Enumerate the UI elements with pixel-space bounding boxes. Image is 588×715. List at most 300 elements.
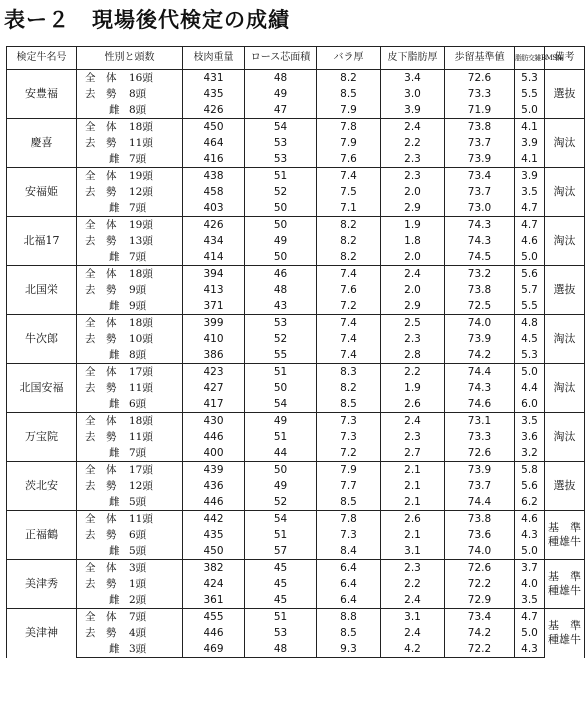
table-row [7,609,585,626]
carcass-weight-cell: 414 [183,249,245,266]
yield-estimate-cell: 72.6 [445,445,515,462]
carcass-weight-cell: 431 [183,70,245,87]
rib-thickness-cell: 7.8 [317,511,381,528]
sex-count-cell [77,135,183,151]
head-count: 5頭 [129,496,147,508]
sex-label: 雌 [109,104,120,116]
rib-eye-area-cell: 50 [245,249,317,266]
head-count: 17頭 [129,366,153,378]
rib-thickness-cell: 8.5 [317,396,381,413]
carcass-weight-cell: 361 [183,592,245,609]
head-count: 4頭 [129,627,147,639]
table-row [7,625,585,641]
yield-estimate-cell: 72.5 [445,298,515,315]
yield-estimate-cell: 73.0 [445,200,515,217]
bms-cell: 6.2 [515,494,545,511]
sex-count-cell [77,298,183,315]
sire-name: 安福姫 [7,168,77,217]
remarks-cell: 基 準 種雄牛 [545,511,585,560]
sex-label: 雌 [109,594,120,606]
table-row [7,151,585,168]
sex-label: 雌 [109,496,120,508]
sex-label: 全 体 [85,366,117,378]
rib-eye-area-cell: 51 [245,168,317,185]
rib-thickness-cell: 8.5 [317,86,381,102]
head-count: 18頭 [129,268,153,280]
bms-cell: 4.1 [515,119,545,136]
header-sex-count: 性別と頭数 [77,47,183,70]
head-count: 6頭 [129,529,147,541]
subcutaneous-fat-cell: 2.6 [381,511,445,528]
yield-estimate-cell: 74.3 [445,380,515,396]
sex-count-cell [77,494,183,511]
subcutaneous-fat-cell: 2.8 [381,347,445,364]
header-yield-estimate: 歩留基準値 [445,47,515,70]
sex-count-cell [77,200,183,217]
rib-thickness-cell: 8.8 [317,609,381,626]
rib-eye-area-cell: 55 [245,347,317,364]
yield-estimate-cell: 74.3 [445,233,515,249]
sire-name: 北福17 [7,217,77,266]
head-count: 7頭 [129,202,147,214]
remarks-cell: 基 準 種雄牛 [545,609,585,658]
yield-estimate-cell: 72.2 [445,641,515,658]
yield-estimate-cell: 74.4 [445,494,515,511]
bms-cell: 4.4 [515,380,545,396]
bms-cell: 5.6 [515,266,545,283]
bms-cell: 3.5 [515,413,545,430]
sex-count-cell [77,331,183,347]
bms-cell: 5.3 [515,347,545,364]
yield-estimate-cell: 74.6 [445,396,515,413]
bms-cell: 4.3 [515,527,545,543]
carcass-weight-cell: 399 [183,315,245,332]
rib-eye-area-cell: 45 [245,576,317,592]
header-bms: 脂肪交雑BMS№ [515,47,545,70]
head-count: 18頭 [129,121,153,133]
table-row [7,331,585,347]
head-count: 11頭 [129,431,153,443]
remarks-cell: 選抜 [545,266,585,315]
sex-label: 全 体 [85,219,117,231]
table-row [7,560,585,577]
sex-label: 全 体 [85,317,117,329]
rib-eye-area-cell: 51 [245,609,317,626]
rib-thickness-cell: 7.8 [317,119,381,136]
head-count: 18頭 [129,317,153,329]
head-count: 11頭 [129,137,153,149]
carcass-weight-cell: 455 [183,609,245,626]
head-count: 1頭 [129,578,147,590]
carcass-weight-cell: 426 [183,217,245,234]
rib-thickness-cell: 7.9 [317,462,381,479]
sex-count-cell [77,511,183,528]
yield-estimate-cell: 74.0 [445,543,515,560]
subcutaneous-fat-cell: 4.2 [381,641,445,658]
bms-cell: 4.8 [515,315,545,332]
sex-count-cell [77,625,183,641]
rib-eye-area-cell: 46 [245,266,317,283]
subcutaneous-fat-cell: 2.3 [381,331,445,347]
sex-label: 去 勢 [85,137,117,149]
subcutaneous-fat-cell: 2.4 [381,625,445,641]
rib-thickness-cell: 7.3 [317,413,381,430]
rib-eye-area-cell: 48 [245,641,317,658]
sex-label: 去 勢 [85,382,117,394]
rib-eye-area-cell: 51 [245,527,317,543]
table-row [7,298,585,315]
table-row [7,315,585,332]
subcutaneous-fat-cell: 1.9 [381,217,445,234]
head-count: 13頭 [129,235,153,247]
carcass-weight-cell: 417 [183,396,245,413]
sex-count-cell [77,396,183,413]
table-row [7,249,585,266]
rib-thickness-cell: 7.4 [317,331,381,347]
subcutaneous-fat-cell: 2.4 [381,266,445,283]
subcutaneous-fat-cell: 2.1 [381,462,445,479]
rib-thickness-cell: 6.4 [317,592,381,609]
rib-eye-area-cell: 50 [245,217,317,234]
bms-cell: 4.1 [515,151,545,168]
table-row [7,200,585,217]
table-row [7,168,585,185]
sex-count-cell [77,102,183,119]
rib-eye-area-cell: 49 [245,478,317,494]
sex-label: 雌 [109,300,120,312]
sire-name: 美津秀 [7,560,77,609]
subcutaneous-fat-cell: 3.0 [381,86,445,102]
sire-name: 茨北安 [7,462,77,511]
bms-cell: 4.6 [515,511,545,528]
head-count: 16頭 [129,72,153,84]
yield-estimate-cell: 74.2 [445,625,515,641]
carcass-weight-cell: 430 [183,413,245,430]
carcass-weight-cell: 413 [183,282,245,298]
header-rib-thickness: バラ厚 [317,47,381,70]
remarks-cell: 淘汰 [545,119,585,168]
carcass-weight-cell: 446 [183,494,245,511]
head-count: 8頭 [129,349,147,361]
bms-cell: 6.0 [515,396,545,413]
yield-estimate-cell: 73.7 [445,135,515,151]
subcutaneous-fat-cell: 2.9 [381,298,445,315]
carcass-weight-cell: 442 [183,511,245,528]
bms-cell: 4.3 [515,641,545,658]
sex-label: 雌 [109,251,120,263]
table-row [7,494,585,511]
rib-thickness-cell: 8.4 [317,543,381,560]
rib-thickness-cell: 7.6 [317,282,381,298]
subcutaneous-fat-cell: 2.0 [381,249,445,266]
table-row [7,576,585,592]
remarks-cell: 淘汰 [545,217,585,266]
rib-thickness-cell: 6.4 [317,560,381,577]
subcutaneous-fat-cell: 2.9 [381,200,445,217]
sex-count-cell [77,641,183,658]
header-subcutaneous-fat: 皮下脂肪厚 [381,47,445,70]
sex-label: 去 勢 [85,186,117,198]
rib-thickness-cell: 8.2 [317,380,381,396]
rib-thickness-cell: 8.2 [317,249,381,266]
table-body [7,70,585,658]
remarks-cell: 選抜 [545,462,585,511]
yield-estimate-cell: 73.1 [445,413,515,430]
rib-eye-area-cell: 53 [245,135,317,151]
sire-name: 万宝院 [7,413,77,462]
head-count: 12頭 [129,186,153,198]
sex-label: 全 体 [85,268,117,280]
sex-count-cell [77,233,183,249]
yield-estimate-cell: 73.9 [445,331,515,347]
rib-eye-area-cell: 49 [245,86,317,102]
rib-thickness-cell: 7.2 [317,298,381,315]
yield-estimate-cell: 73.7 [445,184,515,200]
sex-label: 雌 [109,545,120,557]
rib-eye-area-cell: 51 [245,364,317,381]
rib-thickness-cell: 7.6 [317,151,381,168]
rib-thickness-cell: 8.2 [317,70,381,87]
rib-eye-area-cell: 50 [245,380,317,396]
subcutaneous-fat-cell: 3.1 [381,543,445,560]
carcass-weight-cell: 435 [183,86,245,102]
sex-label: 全 体 [85,170,117,182]
yield-estimate-cell: 73.2 [445,266,515,283]
sex-label: 去 勢 [85,578,117,590]
rib-eye-area-cell: 52 [245,331,317,347]
sire-name: 北国安福 [7,364,77,413]
subcutaneous-fat-cell: 3.1 [381,609,445,626]
subcutaneous-fat-cell: 2.1 [381,494,445,511]
remarks-cell: 淘汰 [545,168,585,217]
head-count: 9頭 [129,284,147,296]
rib-eye-area-cell: 53 [245,625,317,641]
rib-eye-area-cell: 49 [245,233,317,249]
head-count: 7頭 [129,447,147,459]
carcass-weight-cell: 434 [183,233,245,249]
subcutaneous-fat-cell: 2.0 [381,184,445,200]
yield-estimate-cell: 73.8 [445,511,515,528]
yield-estimate-cell: 71.9 [445,102,515,119]
head-count: 19頭 [129,170,153,182]
table-row [7,102,585,119]
header-rib-eye-area: ロース芯面積 [245,47,317,70]
bms-cell: 3.2 [515,445,545,462]
rib-thickness-cell: 6.4 [317,576,381,592]
remarks-cell: 基 準 種雄牛 [545,560,585,609]
sex-label: 去 勢 [85,88,117,100]
sex-count-cell [77,576,183,592]
sex-label: 去 勢 [85,284,117,296]
sex-count-cell [77,168,183,185]
sex-label: 去 勢 [85,529,117,541]
subcutaneous-fat-cell: 2.5 [381,315,445,332]
yield-estimate-cell: 74.0 [445,315,515,332]
head-count: 2頭 [129,594,147,606]
sex-label: 全 体 [85,121,117,133]
table-row [7,184,585,200]
rib-eye-area-cell: 54 [245,396,317,413]
carcass-weight-cell: 446 [183,625,245,641]
yield-estimate-cell: 72.2 [445,576,515,592]
rib-eye-area-cell: 53 [245,151,317,168]
sex-label: 全 体 [85,464,117,476]
carcass-weight-cell: 371 [183,298,245,315]
table-row [7,266,585,283]
table-row [7,592,585,609]
bms-cell: 5.8 [515,462,545,479]
sex-count-cell [77,592,183,609]
rib-thickness-cell: 7.1 [317,200,381,217]
sex-count-cell [77,184,183,200]
table-row [7,543,585,560]
head-count: 19頭 [129,219,153,231]
table-row [7,380,585,396]
table-row [7,364,585,381]
table-row [7,641,585,658]
sex-label: 去 勢 [85,333,117,345]
header-carcass-weight: 枝肉重量 [183,47,245,70]
yield-estimate-cell: 72.6 [445,70,515,87]
sex-count-cell [77,119,183,136]
carcass-weight-cell: 394 [183,266,245,283]
bms-cell: 3.5 [515,592,545,609]
sex-count-cell [77,609,183,626]
subcutaneous-fat-cell: 2.4 [381,592,445,609]
carcass-weight-cell: 464 [183,135,245,151]
table-row [7,347,585,364]
sex-count-cell [77,86,183,102]
rib-eye-area-cell: 50 [245,200,317,217]
table-row [7,70,585,87]
carcass-weight-cell: 403 [183,200,245,217]
table-row [7,511,585,528]
carcass-weight-cell: 423 [183,364,245,381]
yield-estimate-cell: 74.5 [445,249,515,266]
yield-estimate-cell: 73.8 [445,282,515,298]
sex-label: 去 勢 [85,480,117,492]
table-row [7,119,585,136]
table-row [7,396,585,413]
yield-estimate-cell: 73.4 [445,609,515,626]
sex-count-cell [77,478,183,494]
yield-estimate-cell: 73.7 [445,478,515,494]
carcass-weight-cell: 424 [183,576,245,592]
rib-eye-area-cell: 54 [245,511,317,528]
sex-label: 雌 [109,202,120,214]
rib-eye-area-cell: 43 [245,298,317,315]
head-count: 5頭 [129,545,147,557]
yield-estimate-cell: 73.3 [445,429,515,445]
bms-cell: 4.7 [515,217,545,234]
bms-cell: 5.0 [515,625,545,641]
subcutaneous-fat-cell: 2.4 [381,119,445,136]
head-count: 17頭 [129,464,153,476]
sex-count-cell [77,445,183,462]
sex-label: 全 体 [85,562,117,574]
carcass-weight-cell: 439 [183,462,245,479]
rib-thickness-cell: 8.2 [317,233,381,249]
rib-thickness-cell: 7.9 [317,135,381,151]
rib-thickness-cell: 8.5 [317,494,381,511]
sex-count-cell [77,429,183,445]
subcutaneous-fat-cell: 2.3 [381,151,445,168]
subcutaneous-fat-cell: 2.1 [381,478,445,494]
sex-count-cell [77,249,183,266]
head-count: 10頭 [129,333,153,345]
sire-name: 正福鶴 [7,511,77,560]
rib-eye-area-cell: 45 [245,560,317,577]
carcass-weight-cell: 469 [183,641,245,658]
sex-count-cell [77,543,183,560]
subcutaneous-fat-cell: 2.6 [381,396,445,413]
yield-estimate-cell: 73.9 [445,462,515,479]
sex-label: 雌 [109,153,120,165]
sex-label: 全 体 [85,415,117,427]
table-row [7,282,585,298]
yield-estimate-cell: 74.4 [445,364,515,381]
rib-thickness-cell: 8.3 [317,364,381,381]
carcass-weight-cell: 446 [183,429,245,445]
carcass-weight-cell: 400 [183,445,245,462]
yield-estimate-cell: 72.6 [445,560,515,577]
head-count: 3頭 [129,643,147,655]
rib-eye-area-cell: 45 [245,592,317,609]
subcutaneous-fat-cell: 2.2 [381,135,445,151]
sex-count-cell [77,315,183,332]
bms-cell: 5.6 [515,478,545,494]
table-row [7,462,585,479]
subcutaneous-fat-cell: 2.2 [381,576,445,592]
sex-count-cell [77,282,183,298]
carcass-weight-cell: 450 [183,119,245,136]
yield-estimate-cell: 73.9 [445,151,515,168]
bms-cell: 5.5 [515,86,545,102]
bms-cell: 3.5 [515,184,545,200]
rib-eye-area-cell: 44 [245,445,317,462]
sex-count-cell [77,462,183,479]
head-count: 7頭 [129,251,147,263]
table-row [7,527,585,543]
table-row [7,413,585,430]
table-row [7,217,585,234]
remarks-cell: 淘汰 [545,413,585,462]
sex-count-cell [77,151,183,168]
subcutaneous-fat-cell: 2.0 [381,282,445,298]
bms-cell: 5.0 [515,364,545,381]
head-count: 11頭 [129,513,153,525]
table-title: 表ー２ 現場後代検定の成績 [4,8,290,32]
carcass-weight-cell: 436 [183,478,245,494]
table-row [7,233,585,249]
yield-estimate-cell: 74.3 [445,217,515,234]
remarks-cell: 淘汰 [545,315,585,364]
head-count: 8頭 [129,104,147,116]
subcutaneous-fat-cell: 2.7 [381,445,445,462]
rib-eye-area-cell: 53 [245,315,317,332]
bms-cell: 5.0 [515,249,545,266]
sex-label: 去 勢 [85,431,117,443]
rib-thickness-cell: 9.3 [317,641,381,658]
rib-eye-area-cell: 54 [245,119,317,136]
head-count: 8頭 [129,88,147,100]
results-table [6,46,585,658]
bms-cell: 3.9 [515,168,545,185]
table-row [7,429,585,445]
sex-count-cell [77,347,183,364]
rib-thickness-cell: 7.4 [317,168,381,185]
head-count: 12頭 [129,480,153,492]
